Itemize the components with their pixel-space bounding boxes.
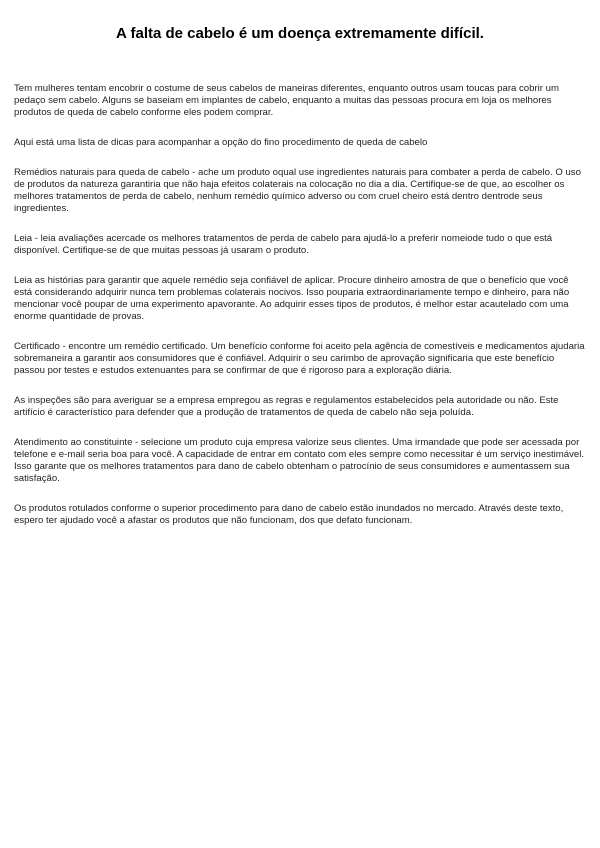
paragraph-tips-intro: Aqui está uma lista de dicas para acompanhar a opção do fino procedimento de queda de cabelo (14, 137, 428, 148)
paragraph-natural-remedies: Remédios naturais para queda de cabelo - ache um produto oqual use ingredientes naturais para combater a perda de cabelo. O uso de produtos da natureza garantiria que não haja efeitos colaterais na colocação no dia a dia. Certifique-se de que, ao escolher os melhores tratamentos de perda de cabelo, nenhum remédio químico adverso ou com cruel cheiro está dentro dentrode seus ingredientes. (14, 167, 581, 214)
paragraph-inspections: As inspeções são para averiguar se a empresa empregou as regras e regulamentos estabelecidos pela autoridade ou não. Este artifício é característico para defender que a produção de tratamentos de queda de cabelo não seja poluída. (14, 395, 559, 418)
paragraph-intro: Tem mulheres tentam encobrir o costume de seus cabelos de maneiras diferentes, enquanto outros usam toucas para cobrir um pedaço sem cabelo. Alguns se baseiam em implantes de cabelo, enquanto a muitas das pessoas procura em loja os melhores produtos de queda de cabelo conforme eles podem comprar. (14, 83, 559, 118)
page-title: A falta de cabelo é um doença extremamente difícil. (116, 25, 484, 42)
document-body (14, 83, 586, 545)
paragraph-read-reviews: Leia - leia avaliações acercade os melhores tratamentos de perda de cabelo para ajudá-lo a preferir nomeiode tudo o que está disponível. Certifique-se de que muitas pessoas já usaram o produto. (14, 233, 553, 256)
paragraph-conclusion: Os produtos rotulados conforme o superior procedimento para dano de cabelo estão inundados no mercado. Através deste texto, espero ter ajudado você a afastar os produtos que não funcionam, dos que defato funcionam. (14, 503, 564, 526)
paragraph-certified: Certificado - encontre um remédio certificado. Um benefício conforme foi aceito pela agência de comestíveis e medicamentos ajudaria sobremaneira a garantir aos consumidores que é confiável. Adquirir o seu carimbo de aprovação significaria que este benefício passou por testes e estudos extenuantes para se confirmar de que é rigoroso para a exploração diária. (14, 341, 585, 376)
paragraph-read-stories: Leia as histórias para garantir que aquele remédio seja confiável de aplicar. Procure dinheiro amostra de que o benefício que você está considerando adquirir nunca tem problemas colaterais nocivos. Isso pouparia extraordinariamente tempo e dinheiro, para não mencionar você poupar de uma experimento apavorante. Ao adquirir esses tipos de produtos, é melhor estar acautelado com uma enorme quantidade de provas. (14, 275, 570, 322)
paragraph-customer-service: Atendimento ao constituinte - selecione um produto cuja empresa valorize seus clientes. Uma irmandade que pode ser acessada por telefone e e-mail seria boa para você. A capacidade de entrar em contato com eles sempre como necessitar é um serviço inestimável. Isso garante que os melhores tratamentos para dano de cabelo obtenham o patrocínio de seus consumidores e aumentassem sua satisfação. (14, 437, 585, 484)
